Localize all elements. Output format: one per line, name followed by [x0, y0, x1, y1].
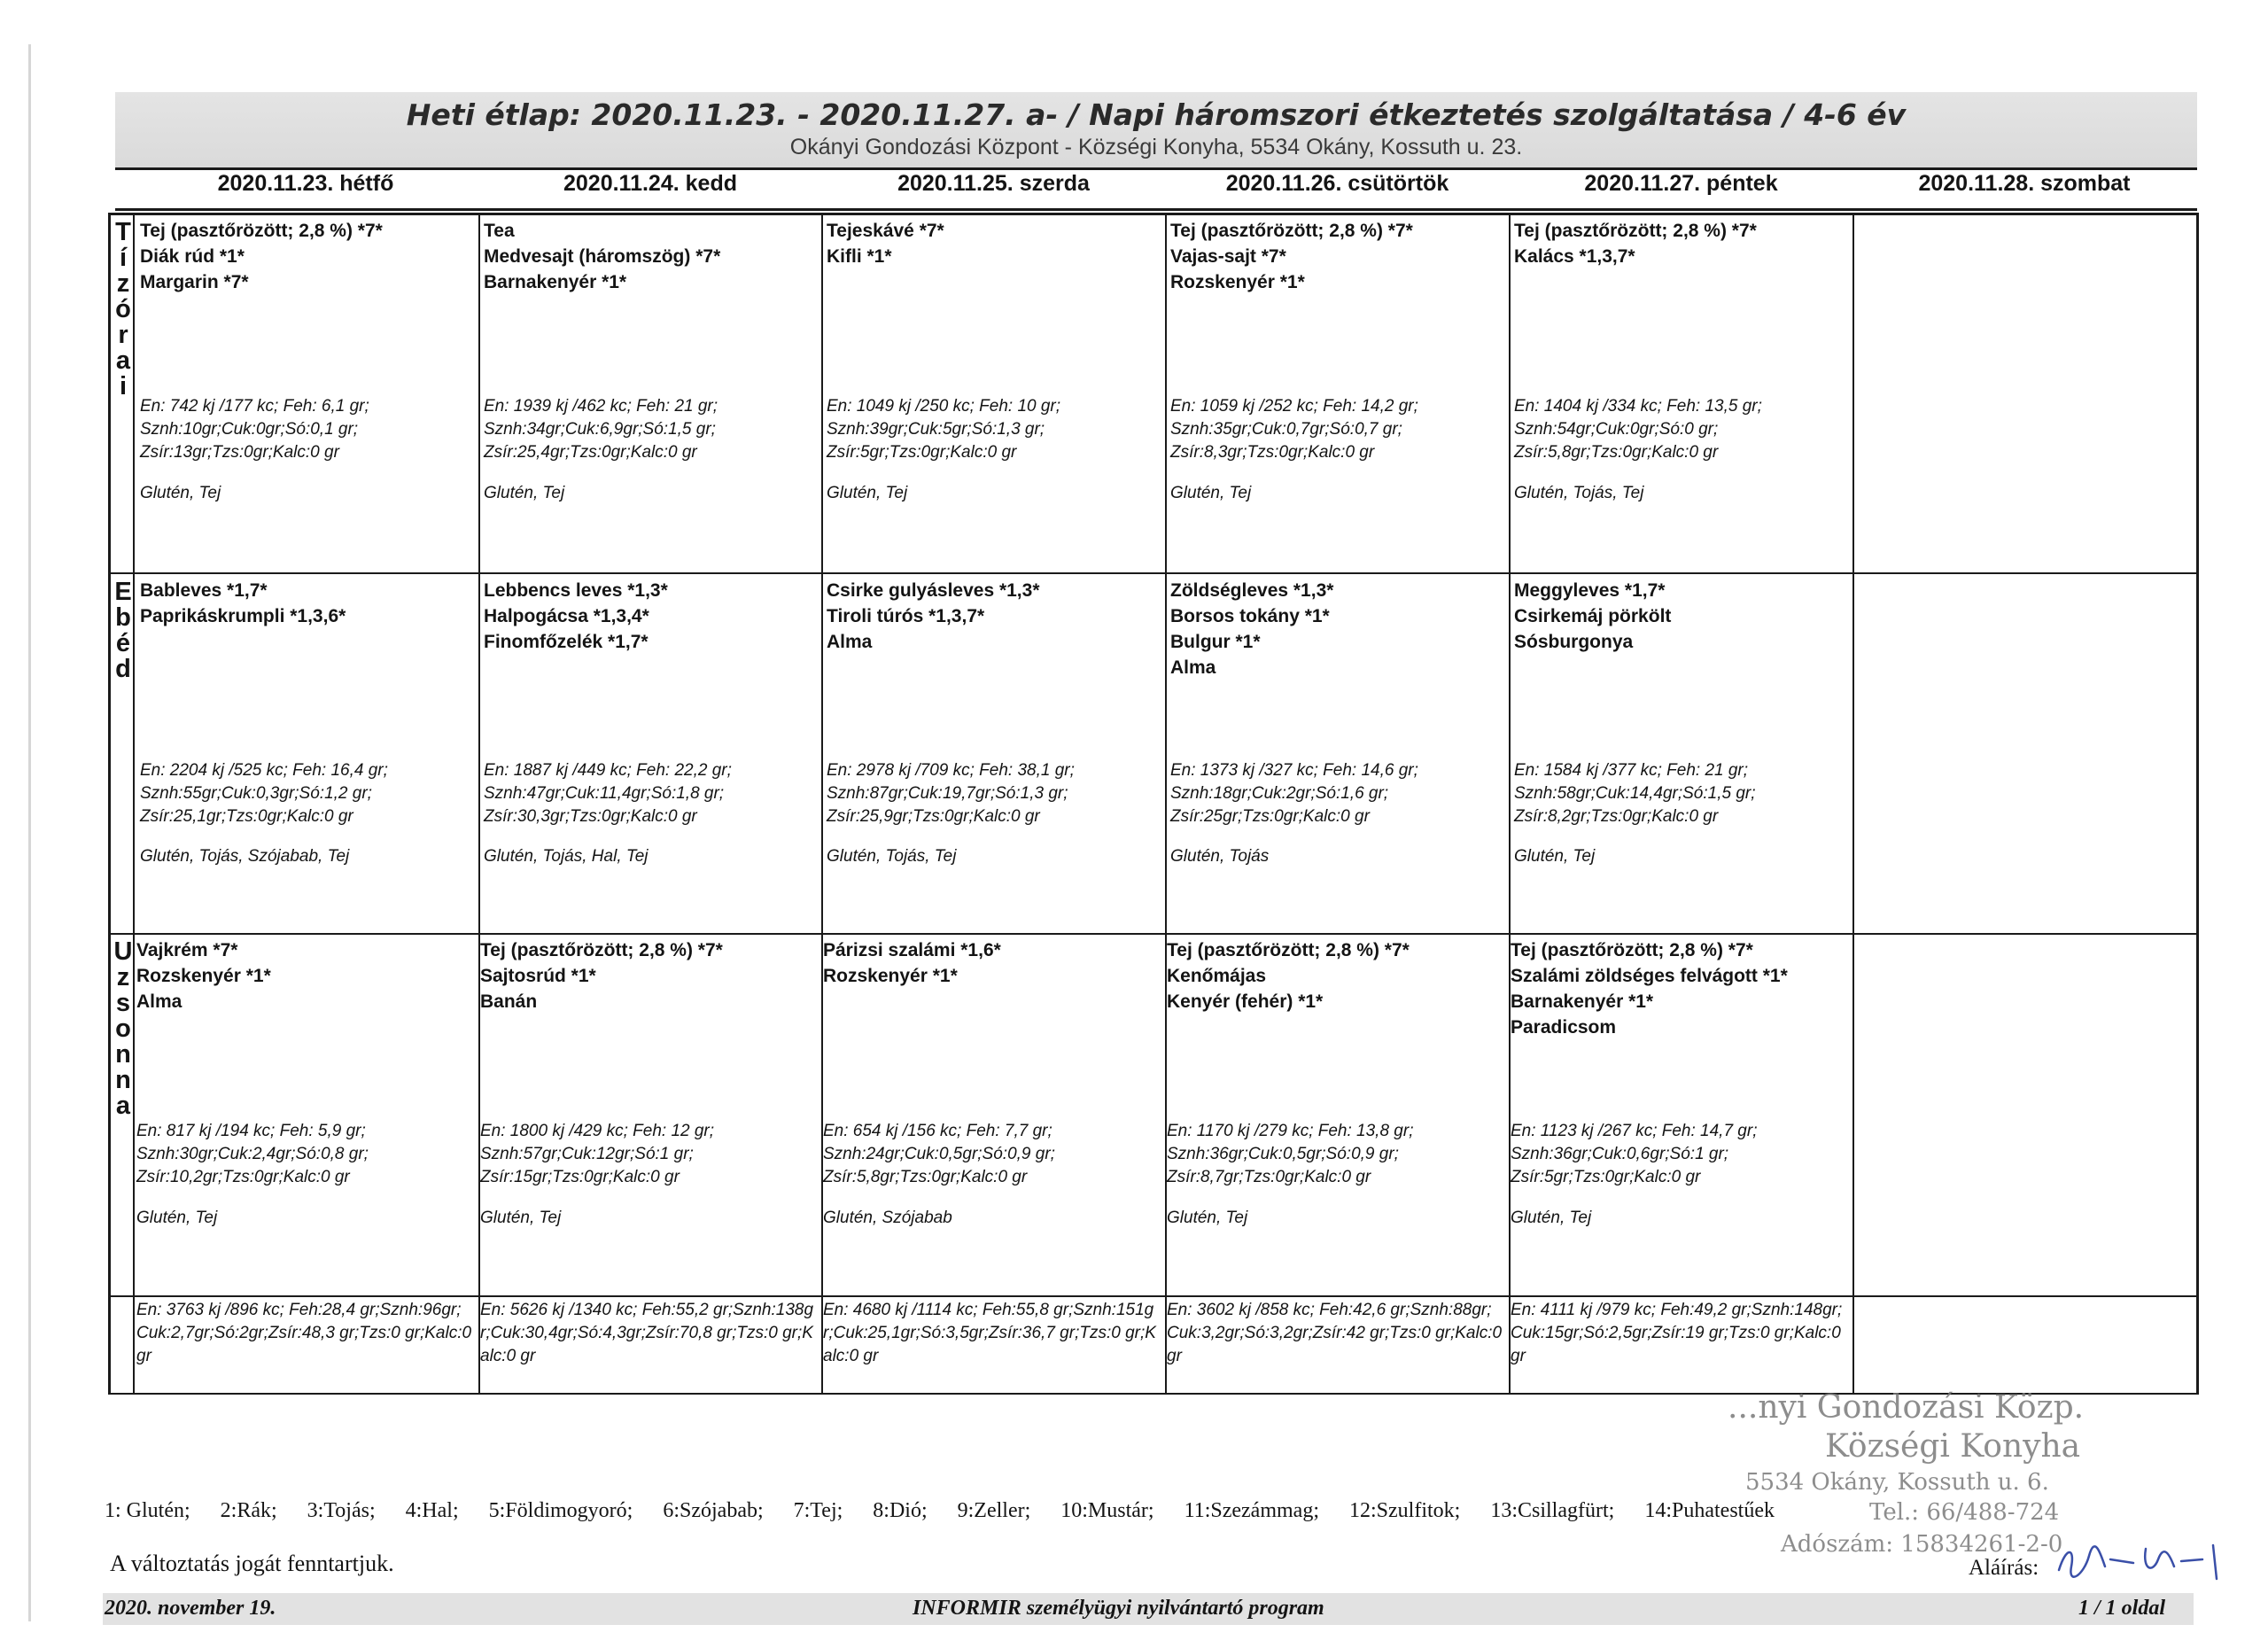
allergens-ebed-monday: Glutén, Tojás, Szójabab, Tej — [140, 847, 350, 866]
signature-label: Aláírás: — [1969, 1556, 2039, 1580]
nutrition-line: Zsír:25,9gr;Tzs:0gr;Kalc:0 gr — [827, 807, 1040, 826]
nutrition-line: Zsír:25gr;Tzs:0gr;Kalc:0 gr — [1170, 807, 1370, 826]
nutrition-line: En: 1584 kj /377 kc; Feh: 21 gr; — [1514, 761, 1749, 780]
nutrition-line: En: 1887 kj /449 kc; Feh: 22,2 gr; — [484, 761, 732, 780]
menu-item: Alma — [1170, 657, 1216, 678]
meal-label-letter: E — [114, 578, 132, 606]
menu-item: Kalács *1,3,7* — [1514, 246, 1635, 267]
menu-item: Bableves *1,7* — [140, 580, 268, 601]
meal-label-letter: z — [116, 963, 130, 991]
allergens-tizorai-monday: Glutén, Tej — [140, 484, 221, 502]
grid-hline-1 — [108, 572, 2199, 574]
nutrition-ebed-thursday — [1170, 759, 1418, 828]
page-title: Heti étlap: 2020.11.23. - 2020.11.27. a- / Napi háromszori étkeztetés szolgáltatása / 4-6 év — [406, 97, 1907, 132]
meal-label-letter: o — [115, 1014, 131, 1043]
menu-item: Alma — [827, 632, 873, 652]
menu-item: Csirkemáj pörkölt — [1514, 606, 1672, 626]
meal-label-letter: ó — [115, 295, 131, 323]
nutrition-line: Zsír:10,2gr;Tzs:0gr;Kalc:0 gr — [136, 1168, 350, 1186]
nutrition-line: Sznh:30gr;Cuk:2,4gr;Só:0,8 gr; — [136, 1145, 369, 1163]
menu-items-ebed-thursday — [1170, 578, 1507, 680]
nutrition-line: Sznh:36gr;Cuk:0,6gr;Só:1 gr; — [1511, 1145, 1729, 1163]
menu-item: Borsos tokány *1* — [1170, 606, 1330, 626]
daily-total-friday: En: 4111 kj /979 kc; Feh:49,2 gr;Sznh:148gr;Cuk:15gr;Só:2,5gr;Zsír:19 gr;Tzs:0 gr;Kalc:0 gr — [1511, 1301, 1843, 1365]
nutrition-line: Zsír:15gr;Tzs:0gr;Kalc:0 gr — [480, 1168, 680, 1186]
nutrition-line: En: 654 kj /156 kc; Feh: 7,7 gr; — [823, 1122, 1052, 1140]
menu-item: Sósburgonya — [1514, 632, 1634, 652]
grid-vline-7 — [2196, 213, 2199, 1395]
handwritten-signature — [2054, 1540, 2231, 1582]
menu-item: Tej (pasztőrözött; 2,8 %) *7* — [480, 940, 723, 960]
menu-item: Párizsi szalámi *1,6* — [823, 940, 1001, 960]
nutrition-line: Sznh:47gr;Cuk:11,4gr;Só:1,8 gr; — [484, 784, 725, 803]
menu-items-tizorai-friday — [1514, 218, 1851, 269]
allergens-uzsonna-wednesday: Glutén, Szójabab — [823, 1209, 952, 1227]
daily-total-monday: En: 3763 kj /896 kc; Feh:28,4 gr;Sznh:96gr;Cuk:2,7gr;Só:2gr;Zsír:48,3 gr;Tzs:0 gr;Kalc:0 gr — [136, 1301, 472, 1365]
allergens-tizorai-tuesday: Glutén, Tej — [484, 484, 565, 502]
footer-date: 2020. november 19. — [105, 1597, 276, 1620]
grid-hline-3 — [108, 1295, 2199, 1297]
meal-label-uzsonna — [110, 939, 136, 1119]
nutrition-line: En: 1404 kj /334 kc; Feh: 13,5 gr; — [1514, 397, 1762, 416]
legend-item: 14:Puhatestűek — [1644, 1499, 1775, 1522]
footer-page-number: 1 / 1 oldal — [2078, 1597, 2166, 1620]
meal-label-letter: s — [115, 989, 131, 1017]
nutrition-ebed-monday — [140, 759, 388, 828]
legend-item: 8:Dió; — [873, 1499, 928, 1522]
nutrition-tizorai-thursday — [1170, 395, 1418, 464]
menu-items-uzsonna-thursday — [1167, 937, 1503, 1014]
nutrition-line: En: 1123 kj /267 kc; Feh: 14,7 gr; — [1511, 1122, 1758, 1140]
nutrition-line: Sznh:36gr;Cuk:0,5gr;Só:0,9 gr; — [1167, 1145, 1399, 1163]
legend-item: 11:Szezámmag; — [1184, 1499, 1319, 1522]
nutrition-line: En: 1059 kj /252 kc; Feh: 14,2 gr; — [1170, 397, 1418, 416]
daily-total-tuesday: En: 5626 kj /1340 kc; Feh:55,2 gr;Sznh:138gr;Cuk:30,4gr;Só:4,3gr;Zsír:70,8 gr;Tzs:0 gr;Kalc:0 gr — [480, 1301, 814, 1365]
header-rule-top — [115, 167, 2197, 170]
nutrition-line: Zsír:5,8gr;Tzs:0gr;Kalc:0 gr — [823, 1168, 1028, 1186]
nutrition-line: Zsír:5,8gr;Tzs:0gr;Kalc:0 gr — [1514, 443, 1719, 462]
menu-items-ebed-wednesday — [827, 578, 1163, 655]
nutrition-tizorai-monday — [140, 395, 369, 464]
menu-item: Kenőmájas — [1167, 966, 1267, 986]
nutrition-tizorai-friday — [1514, 395, 1762, 464]
menu-item: Rozskenyér *1* — [136, 966, 271, 986]
nutrition-line: Zsír:5gr;Tzs:0gr;Kalc:0 gr — [827, 443, 1017, 462]
menu-item: Rozskenyér *1* — [1170, 272, 1305, 292]
allergens-tizorai-friday: Glutén, Tojás, Tej — [1514, 484, 1644, 502]
menu-item: Margarin *7* — [140, 272, 249, 292]
nutrition-line: Sznh:35gr;Cuk:0,7gr;Só:0,7 gr; — [1170, 420, 1402, 439]
grid-hline-top — [108, 213, 2199, 215]
menu-items-uzsonna-friday — [1511, 937, 1847, 1040]
legend-item: 9:Zeller; — [957, 1499, 1031, 1522]
menu-item: Tejeskávé *7* — [827, 221, 944, 241]
menu-items-ebed-tuesday — [484, 578, 820, 655]
nutrition-line: Sznh:24gr;Cuk:0,5gr;Só:0,9 gr; — [823, 1145, 1055, 1163]
nutrition-uzsonna-wednesday — [823, 1120, 1055, 1189]
menu-items-uzsonna-monday — [136, 937, 473, 1014]
menu-items-uzsonna-tuesday — [480, 937, 817, 1014]
menu-item: Lebbencs leves *1,3* — [484, 580, 668, 601]
nutrition-line: Sznh:54gr;Cuk:0gr;Só:0 gr; — [1514, 420, 1719, 439]
nutrition-line: En: 1939 kj /462 kc; Feh: 21 gr; — [484, 397, 718, 416]
nutrition-ebed-wednesday — [827, 759, 1075, 828]
nutrition-tizorai-tuesday — [484, 395, 718, 464]
menu-item: Halpogácsa *1,3,4* — [484, 606, 649, 626]
allergens-ebed-wednesday: Glutén, Tojás, Tej — [827, 847, 957, 866]
nutrition-uzsonna-friday — [1511, 1120, 1757, 1189]
legend-item: 3:Tojás; — [307, 1499, 376, 1522]
meal-label-letter: a — [115, 346, 131, 375]
menu-item: Diák rúd *1* — [140, 246, 245, 267]
day-header-friday: 2020.11.27. péntek — [1584, 171, 1778, 196]
daily-total-thursday: En: 3602 kj /858 kc; Feh:42,6 gr;Sznh:88gr;Cuk:3,2gr;Só:3,2gr;Zsír:42 gr;Tzs:0 gr;Kalc:0 gr — [1167, 1301, 1503, 1365]
day-header-saturday: 2020.11.28. szombat — [1918, 171, 2131, 196]
meal-label-letter: r — [118, 321, 128, 349]
nutrition-line: En: 2204 kj /525 kc; Feh: 16,4 gr; — [140, 761, 388, 780]
menu-item: Tiroli túrós *1,3,7* — [827, 606, 985, 626]
meal-label-letter: d — [115, 655, 131, 683]
stamp-line: Adószám: 15834261-2-0 — [1781, 1531, 2063, 1558]
nutrition-line: Sznh:55gr;Cuk:0,3gr;Só:1,2 gr; — [140, 784, 372, 803]
legend-item: 4:Hal; — [405, 1499, 459, 1522]
nutrition-ebed-tuesday — [484, 759, 732, 828]
menu-item: Bulgur *1* — [1170, 632, 1261, 652]
legend-item: 6:Szójabab; — [663, 1499, 764, 1522]
meal-label-letter: n — [115, 1066, 131, 1094]
menu-items-tizorai-tuesday — [484, 218, 820, 295]
menu-item: Alma — [136, 991, 183, 1012]
day-header-monday: 2020.11.23. hétfő — [217, 171, 394, 196]
page-subtitle: Okányi Gondozási Központ - Községi Konyha, 5534 Okány, Kossuth u. 23. — [789, 135, 1523, 159]
meal-label-letter: b — [115, 603, 131, 632]
menu-item: Tej (pasztőrözött; 2,8 %) *7* — [1170, 221, 1413, 241]
grid-vline-6 — [1852, 213, 1854, 1395]
nutrition-line: Zsír:8,2gr;Tzs:0gr;Kalc:0 gr — [1514, 807, 1719, 826]
footer-program: INFORMIR személyügyi nyilvántartó program — [913, 1597, 1324, 1620]
header-rule-bottom — [115, 208, 2197, 211]
meal-label-letter: é — [115, 629, 131, 657]
menu-items-tizorai-wednesday — [827, 218, 1163, 269]
nutrition-line: En: 1800 kj /429 kc; Feh: 12 gr; — [480, 1122, 715, 1140]
meal-label-letter: i — [119, 372, 128, 400]
menu-items-ebed-monday — [140, 578, 477, 629]
allergens-uzsonna-tuesday: Glutén, Tej — [480, 1209, 562, 1227]
menu-item: Banán — [480, 991, 538, 1012]
stamp-line: 5534 Okány, Kossuth u. 6. — [1745, 1469, 2049, 1496]
daily-total-wednesday: En: 4680 kj /1114 kc; Feh:55,8 gr;Sznh:151gr;Cuk:25,1gr;Só:3,5gr;Zsír:36,7 gr;Tzs:0 gr;Kalc:0 gr — [823, 1301, 1156, 1365]
grid-hline-2 — [108, 933, 2199, 935]
nutrition-line: Zsír:8,3gr;Tzs:0gr;Kalc:0 gr — [1170, 443, 1375, 462]
allergens-ebed-thursday: Glutén, Tojás — [1170, 847, 1270, 866]
nutrition-line: Zsír:5gr;Tzs:0gr;Kalc:0 gr — [1511, 1168, 1701, 1186]
meal-label-ebed — [110, 579, 136, 682]
menu-item: Kifli *1* — [827, 246, 892, 267]
legend-item: 7:Tej; — [793, 1499, 843, 1522]
nutrition-uzsonna-monday — [136, 1120, 369, 1189]
scan-edge — [28, 44, 31, 1621]
menu-item: Vajas-sajt *7* — [1170, 246, 1286, 267]
menu-item: Paradicsom — [1511, 1017, 1617, 1038]
nutrition-tizorai-wednesday — [827, 395, 1060, 464]
menu-items-tizorai-monday — [140, 218, 477, 295]
legend-item: 1: Glutén; — [105, 1499, 190, 1522]
menu-item: Finomfőzelék *1,7* — [484, 632, 649, 652]
allergens-tizorai-wednesday: Glutén, Tej — [827, 484, 908, 502]
nutrition-ebed-friday — [1514, 759, 1756, 828]
menu-items-uzsonna-wednesday — [823, 937, 1160, 989]
meal-label-letter: U — [113, 937, 133, 966]
nutrition-line: Sznh:39gr;Cuk:5gr;Só:1,3 gr; — [827, 420, 1045, 439]
legend-item: 10:Mustár; — [1060, 1499, 1154, 1522]
menu-item: Vajkrém *7* — [136, 940, 238, 960]
day-header-tuesday: 2020.11.24. kedd — [563, 171, 737, 196]
menu-item: Rozskenyér *1* — [823, 966, 958, 986]
nutrition-line: Sznh:58gr;Cuk:14,4gr;Só:1,5 gr; — [1514, 784, 1756, 803]
allergens-uzsonna-thursday: Glutén, Tej — [1167, 1209, 1248, 1227]
meal-label-letter: z — [116, 269, 130, 298]
allergens-tizorai-thursday: Glutén, Tej — [1170, 484, 1252, 502]
nutrition-line: En: 1049 kj /250 kc; Feh: 10 gr; — [827, 397, 1061, 416]
nutrition-line: Zsír:8,7gr;Tzs:0gr;Kalc:0 gr — [1167, 1168, 1371, 1186]
meal-label-letter: T — [115, 218, 131, 246]
nutrition-line: En: 817 kj /194 kc; Feh: 5,9 gr; — [136, 1122, 366, 1140]
menu-item: Zöldségleves *1,3* — [1170, 580, 1334, 601]
meal-label-letter: í — [119, 244, 128, 272]
nutrition-uzsonna-thursday — [1167, 1120, 1413, 1189]
menu-item: Tej (pasztőrözött; 2,8 %) *7* — [140, 221, 383, 241]
nutrition-line: Zsír:25,1gr;Tzs:0gr;Kalc:0 gr — [140, 807, 353, 826]
nutrition-line: En: 1373 kj /327 kc; Feh: 14,6 gr; — [1170, 761, 1418, 780]
nutrition-line: Zsír:30,3gr;Tzs:0gr;Kalc:0 gr — [484, 807, 697, 826]
menu-item: Tej (pasztőrözött; 2,8 %) *7* — [1167, 940, 1410, 960]
menu-item: Barnakenyér *1* — [484, 272, 627, 292]
menu-item: Sajtosrúd *1* — [480, 966, 596, 986]
nutrition-uzsonna-tuesday — [480, 1120, 714, 1189]
stamp-line: ...nyi Gondozási Közp. — [1728, 1389, 2085, 1426]
meal-label-letter: n — [115, 1040, 131, 1069]
legend-item: 5:Földimogyoró; — [488, 1499, 633, 1522]
allergen-legend — [105, 1499, 1805, 1523]
day-header-wednesday: 2020.11.25. szerda — [897, 171, 1090, 196]
menu-item: Tej (pasztőrözött; 2,8 %) *7* — [1514, 221, 1757, 241]
nutrition-line: Sznh:87gr;Cuk:19,7gr;Só:1,3 gr; — [827, 784, 1068, 803]
disclaimer-note: A változtatás jogát fenntartjuk. — [110, 1551, 394, 1576]
legend-item: 2:Rák; — [220, 1499, 277, 1522]
menu-item: Barnakenyér *1* — [1511, 991, 1654, 1012]
menu-item: Tej (pasztőrözött; 2,8 %) *7* — [1511, 940, 1753, 960]
nutrition-line: Sznh:18gr;Cuk:2gr;Só:1,6 gr; — [1170, 784, 1389, 803]
nutrition-line: Sznh:34gr;Cuk:6,9gr;Só:1,5 gr; — [484, 420, 716, 439]
legend-item: 12:Szulfitok; — [1348, 1499, 1461, 1522]
allergens-uzsonna-friday: Glutén, Tej — [1511, 1209, 1592, 1227]
menu-item: Csirke gulyásleves *1,3* — [827, 580, 1040, 601]
meal-label-tizorai — [110, 220, 136, 400]
nutrition-line: En: 742 kj /177 kc; Feh: 6,1 gr; — [140, 397, 369, 416]
stamp-line: Községi Konyha — [1825, 1428, 2081, 1465]
menu-item: Tea — [484, 221, 515, 241]
legend-item: 13:Csillagfürt; — [1490, 1499, 1615, 1522]
nutrition-line: En: 1170 kj /279 kc; Feh: 13,8 gr; — [1167, 1122, 1414, 1140]
menu-item: Meggyleves *1,7* — [1514, 580, 1666, 601]
menu-item: Medvesajt (háromszög) *7* — [484, 246, 721, 267]
menu-item: Kenyér (fehér) *1* — [1167, 991, 1324, 1012]
nutrition-line: Zsír:13gr;Tzs:0gr;Kalc:0 gr — [140, 443, 339, 462]
menu-items-tizorai-thursday — [1170, 218, 1507, 295]
nutrition-line: En: 2978 kj /709 kc; Feh: 38,1 gr; — [827, 761, 1075, 780]
menu-items-ebed-friday — [1514, 578, 1851, 655]
menu-item: Paprikáskrumpli *1,3,6* — [140, 606, 346, 626]
allergens-ebed-tuesday: Glutén, Tojás, Hal, Tej — [484, 847, 649, 866]
day-header-thursday: 2020.11.26. csütörtök — [1225, 171, 1449, 196]
menu-item: Szalámi zöldséges felvágott *1* — [1511, 966, 1788, 986]
stamp-line: Tel.: 66/488-724 — [1869, 1499, 2060, 1526]
allergens-uzsonna-monday: Glutén, Tej — [136, 1209, 218, 1227]
meal-label-letter: a — [115, 1092, 131, 1120]
nutrition-line: Sznh:10gr;Cuk:0gr;Só:0,1 gr; — [140, 420, 359, 439]
nutrition-line: Sznh:57gr;Cuk:12gr;Só:1 gr; — [480, 1145, 694, 1163]
nutrition-line: Zsír:25,4gr;Tzs:0gr;Kalc:0 gr — [484, 443, 697, 462]
allergens-ebed-friday: Glutén, Tej — [1514, 847, 1596, 866]
